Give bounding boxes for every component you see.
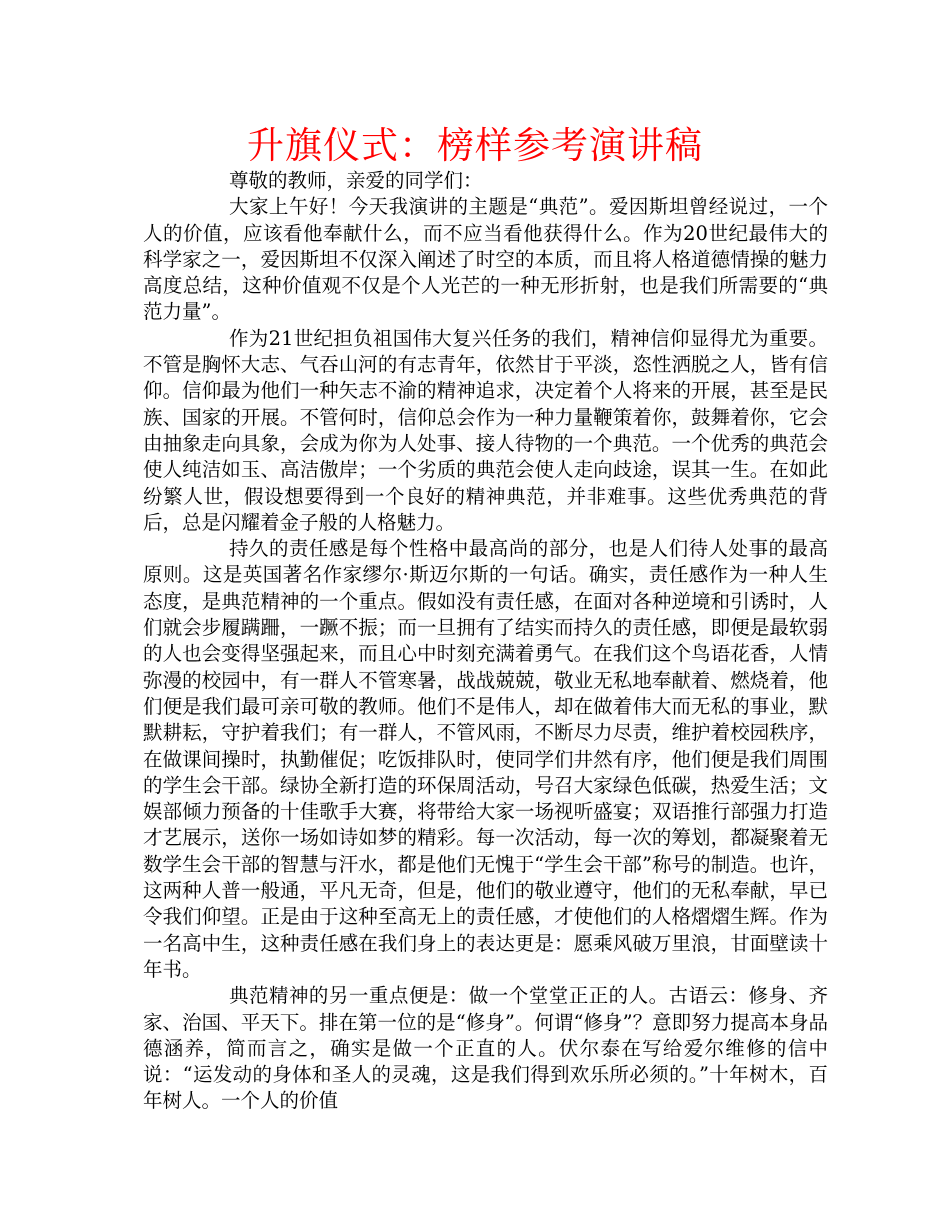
paragraph-2: 作为21世纪担负祖国伟大复兴任务的我们，精神信仰显得尤为重要。不管是胸怀大志、气吞山河的有志青年，依然甘于平淡，恣性洒脱之人，皆有信仰。信仰最为他们一种矢志不渝的精神追求，决定着个人将来的开展，甚至是民族、国家的开展。不管何时，信仰总会作为一种力量鞭策着你，鼓舞着你，它会由抽象走向具象，会成为你为人处事、接人待物的一个典范。一个优秀的典范会使人纯洁如玉、高洁傲岸；一个劣质的典范会使人走向歧途，误其一生。在如此纷繁人世，假设想要得到一个良好的精神典范，并非难事。这些优秀典范的背后，总是闪耀着金子般的人格魅力。 [143, 326, 828, 534]
document-body [143, 168, 828, 1115]
paragraph-1: 大家上午好！今天我演讲的主题是“典范”。爱因斯坦曾经说过，一个人的价值，应该看他奉献什么，而不应当看他获得什么。作为20世纪最伟大的科学家之一，爱因斯坦不仅深入阐述了时空的本质，而且将人格道德情操的魅力高度总结，这种价值观不仅是个人光芒的一种无形折射，也是我们所需要的“典范力量”。 [143, 195, 828, 324]
paragraph-4: 典范精神的另一重点便是：做一个堂堂正正的人。古语云：修身、齐家、治国、平天下。排在第一位的是“修身”。何谓“修身”？意即努力提高本身品德涵养，简而言之，确实是做一个正直的人。伏尔泰在写给爱尔维修的信中说：“运发动的身体和圣人的灵魂，这是我们得到欢乐所必须的。”十年树木，百年树人。一个人的价值 [143, 984, 828, 1113]
document-title: 升旗仪式：榜样参考演讲稿 [247, 124, 703, 167]
paragraph-3: 持久的责任感是每个性格中最高尚的部分，也是人们待人处事的最高原则。这是英国著名作家缪尔·斯迈尔斯的一句话。确实，责任感作为一种人生态度，是典范精神的一个重点。假如没有责任感，在面对各种逆境和引诱时，人们就会步履蹒跚，一蹶不振；而一旦拥有了结实而持久的责任感，即便是最软弱的人也会变得坚强起来，而且心中时刻充满着勇气。在我们这个鸟语花香，人情弥漫的校园中，有一群人不管寒暑，战战兢兢，敬业无私地奉献着、燃烧着，他们便是我们最可亲可敬的教师。他们不是伟人，却在做着伟大而无私的事业，默默耕耘，守护着我们；有一群人，不管风雨，不断尽力尽责，维护着校园秩序，在做课间操时，执勤催促；吃饭排队时，使同学们井然有序，他们便是我们周围的学生会干部。绿协全新打造的环保周活动，号召大家绿色低碳，热爱生活；文娱部倾力预备的十佳歌手大赛，将带给大家一场视听盛宴；双语推行部强力打造才艺展示，送你一场如诗如梦的精彩。每一次活动，每一次的筹划，都凝聚着无数学生会干部的智慧与汗水，都是他们无愧于“学生会干部”称号的制造。也许，这两种人普一般通，平凡无奇，但是，他们的敬业遵守，他们的无私奉献，早已令我们仰望。正是由于这种至高无上的责任感，才使他们的人格熠熠生辉。作为一名高中生，这种责任感在我们身上的表达更是：愿乘风破万里浪，甘面壁读十年书。 [143, 537, 828, 981]
greeting-line: 尊敬的教师，亲爱的同学们： [229, 169, 483, 192]
